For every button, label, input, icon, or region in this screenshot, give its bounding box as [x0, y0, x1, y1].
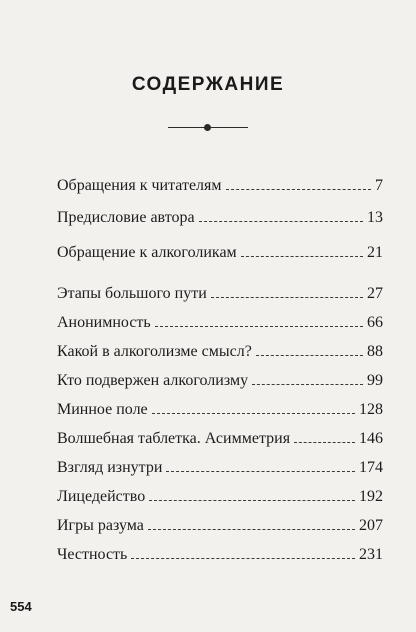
toc-entry[interactable] — [57, 284, 383, 304]
toc-entry-page: 146 — [359, 430, 383, 447]
toc-leader — [241, 256, 363, 257]
toc-entry-page: 13 — [367, 209, 383, 226]
toc-leader — [294, 442, 355, 443]
toc-leader — [152, 413, 355, 414]
toc-entry-title: Взгляд изнутри — [57, 459, 163, 476]
toc-entry-title: Лицедейство — [57, 488, 146, 505]
toc-leader — [211, 297, 363, 298]
toc-entry-title: Какой в алкоголизме смысл? — [57, 343, 252, 360]
toc-entry-title: Анонимность — [57, 314, 151, 331]
toc-entry[interactable] — [57, 516, 383, 536]
toc-entry-title: Кто подвержен алкоголизму — [57, 372, 249, 389]
toc-entry-page: 174 — [359, 459, 383, 476]
toc-entry[interactable] — [57, 313, 383, 333]
toc-leader — [166, 471, 355, 472]
page-number: 554 — [10, 599, 32, 614]
toc-entry[interactable] — [57, 458, 383, 478]
toc-entry-page: 99 — [367, 372, 383, 389]
toc-leader — [199, 221, 363, 222]
toc-entry-page: 231 — [359, 546, 383, 563]
toc-entry-title: Обращение к алкоголикам — [57, 244, 237, 261]
toc-entry-page: 192 — [359, 488, 383, 505]
toc-entry-title: Этапы большого пути — [57, 285, 207, 302]
toc-entry-page: 88 — [367, 343, 383, 360]
toc-leader — [252, 384, 363, 385]
ornament-dot — [204, 124, 211, 131]
toc-entry-title: Обращения к читателям — [57, 177, 222, 194]
toc-entry[interactable] — [57, 545, 383, 565]
toc-leader — [131, 558, 355, 559]
toc-entry-page: 128 — [359, 401, 383, 418]
toc-entry[interactable] — [57, 208, 383, 228]
toc-entry-page: 7 — [375, 177, 383, 194]
toc-entry-title: Предисловие автора — [57, 209, 195, 226]
page-title: СОДЕРЖАНИЕ — [131, 74, 285, 95]
toc-entry-page: 207 — [359, 517, 383, 534]
toc-leader — [148, 529, 355, 530]
toc-entry[interactable] — [57, 243, 383, 263]
toc-entry-title: Честность — [57, 546, 128, 563]
toc-entry[interactable] — [57, 400, 383, 420]
toc-entry-page: 27 — [367, 285, 383, 302]
table-of-contents — [57, 176, 383, 565]
toc-entry-page: 66 — [367, 314, 383, 331]
toc-entry[interactable] — [57, 176, 383, 196]
toc-leader — [256, 355, 363, 356]
toc-entry-page: 21 — [367, 244, 383, 261]
toc-leader — [155, 326, 363, 327]
title-ornament — [168, 124, 248, 132]
toc-leader — [226, 189, 371, 190]
toc-entry-title: Минное поле — [57, 401, 148, 418]
toc-entry[interactable] — [57, 342, 383, 362]
toc-entry[interactable] — [57, 429, 383, 449]
toc-entry[interactable] — [57, 371, 383, 391]
toc-entry-title: Волшебная таблетка. Асимметрия — [57, 430, 291, 447]
toc-leader — [149, 500, 355, 501]
toc-entry[interactable] — [57, 487, 383, 507]
toc-entry-title: Игры разума — [57, 517, 144, 534]
